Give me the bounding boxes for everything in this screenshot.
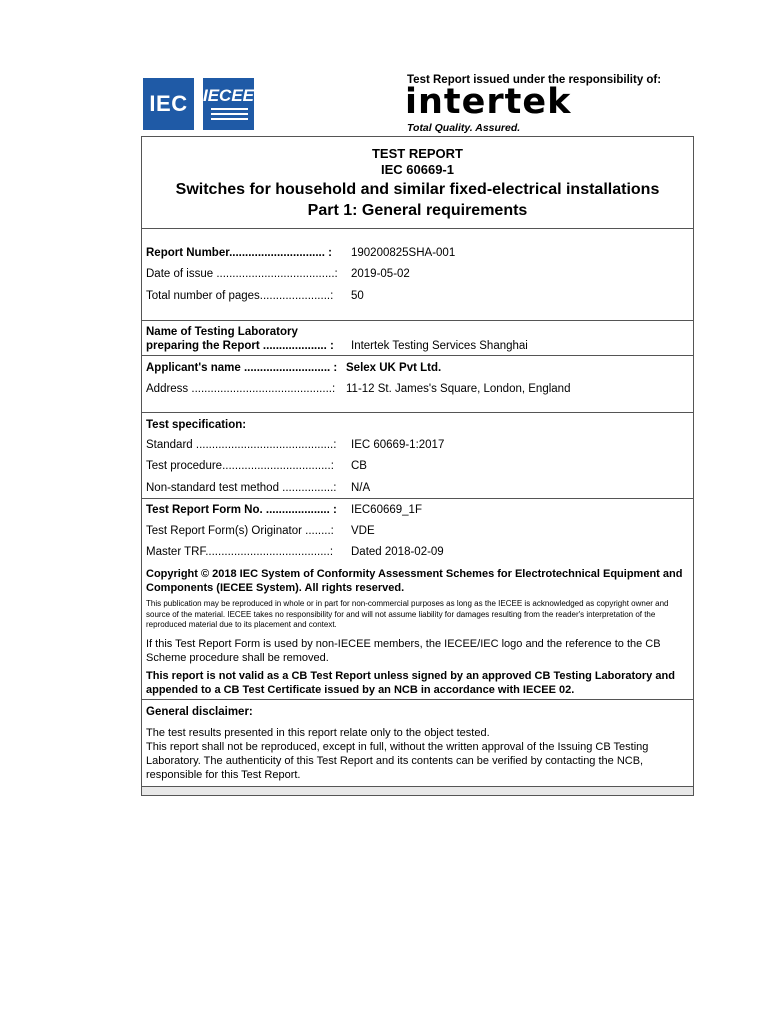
date-value: 2019-05-02 bbox=[351, 268, 410, 280]
iecee-logo-text: IECEE bbox=[202, 86, 255, 105]
divider bbox=[141, 412, 694, 413]
disclaimer-line2: This report shall not be reproduced, except in full, without the written approval of the Issuing CB Testing Laboratory. The authenticity of this Test Report and its contents can be verified by contacting the NCB, responsible for this Test Report. bbox=[146, 741, 649, 781]
applicant-value: Selex UK Pvt Ltd. bbox=[346, 362, 442, 374]
master-trf-label: Master TRF.......................................: bbox=[146, 546, 334, 558]
footer-strip bbox=[142, 787, 693, 795]
originator-label: Test Report Form(s) Originator ........: bbox=[146, 525, 334, 537]
intertek-logo: intertek bbox=[405, 82, 572, 122]
nonstandard-value: N/A bbox=[351, 482, 371, 494]
originator-value: VDE bbox=[351, 525, 375, 537]
report-number-label: Report Number.............................. : bbox=[146, 247, 332, 259]
disclaimer-line1: The test results presented in this report relate only to the object tested. bbox=[146, 727, 490, 739]
lab-label-line2: preparing the Report .................... : bbox=[146, 340, 334, 352]
master-trf-value: Dated 2018-02-09 bbox=[351, 546, 444, 558]
divider bbox=[141, 498, 694, 499]
trf-label: Test Report Form No. .................... : bbox=[146, 504, 337, 516]
iec-logo bbox=[143, 78, 194, 130]
title-block bbox=[142, 146, 693, 221]
pages-value: 50 bbox=[351, 290, 364, 302]
lab-label-line1: Name of Testing Laboratory bbox=[146, 326, 298, 338]
spec-heading: Test specification: bbox=[146, 419, 247, 431]
address-label: Address ............................................: bbox=[146, 383, 336, 395]
standard-value: IEC 60669-1:2017 bbox=[351, 439, 445, 451]
doc-subtitle: Part 1: General requirements bbox=[307, 202, 528, 219]
copyright-heading: Copyright © 2018 IEC System of Conformity Assessment Schemes for Electrotechnical Equipment and Components (IECEE System). All rights reserved. bbox=[146, 568, 683, 594]
intertek-tagline: Total Quality. Assured. bbox=[407, 122, 521, 134]
standard-label: Standard ...........................................: bbox=[146, 439, 337, 451]
trf-value: IEC60669_1F bbox=[351, 504, 422, 516]
applicant-label: Applicant's name ........................... : bbox=[146, 362, 338, 374]
procedure-value: CB bbox=[351, 460, 367, 472]
copyright-small-text: This publication may be reproduced in whole or in part for non-commercial purposes as long as the IECEE is acknowledged as copyright owner and source of the material. IECEE takes no responsibility for and will not assume liability for damages resulting from the reader's interpretation of the reproduced material due to its placement and context. bbox=[146, 599, 669, 629]
divider bbox=[141, 228, 694, 229]
report-number-value: 190200825SHA-001 bbox=[351, 247, 456, 259]
doc-type: TEST REPORT bbox=[371, 146, 463, 161]
nonstandard-label: Non-standard test method ................: bbox=[146, 482, 337, 494]
validity-note: This report is not valid as a CB Test Report unless signed by an approved CB Testing Laboratory and appended to a CB Test Certificate issued by an NCB in accordance with IECEE 02. bbox=[146, 670, 675, 696]
procedure-label: Test procedure..................................: bbox=[146, 460, 334, 472]
standard-id: IEC 60669-1 bbox=[381, 162, 454, 177]
divider bbox=[141, 355, 694, 356]
iec-logo-text: IEC bbox=[149, 91, 188, 116]
iecee-logo bbox=[203, 78, 254, 130]
lab-value: Intertek Testing Services Shanghai bbox=[351, 340, 528, 352]
address-value: 11-12 St. James's Square, London, England bbox=[346, 383, 571, 395]
disclaimer-heading: General disclaimer: bbox=[146, 706, 253, 718]
non-iecee-note: If this Test Report Form is used by non-IECEE members, the IECEE/IEC logo and the reference to the CB Scheme procedure shall be removed. bbox=[146, 638, 661, 664]
divider bbox=[141, 320, 694, 321]
date-label: Date of issue .....................................: bbox=[146, 268, 338, 280]
doc-title: Switches for household and similar fixed-electrical installations bbox=[175, 181, 660, 198]
divider bbox=[141, 699, 694, 700]
issuer-line: Test Report issued under the responsibility of: bbox=[407, 74, 662, 86]
pages-label: Total number of pages......................: bbox=[146, 290, 334, 302]
